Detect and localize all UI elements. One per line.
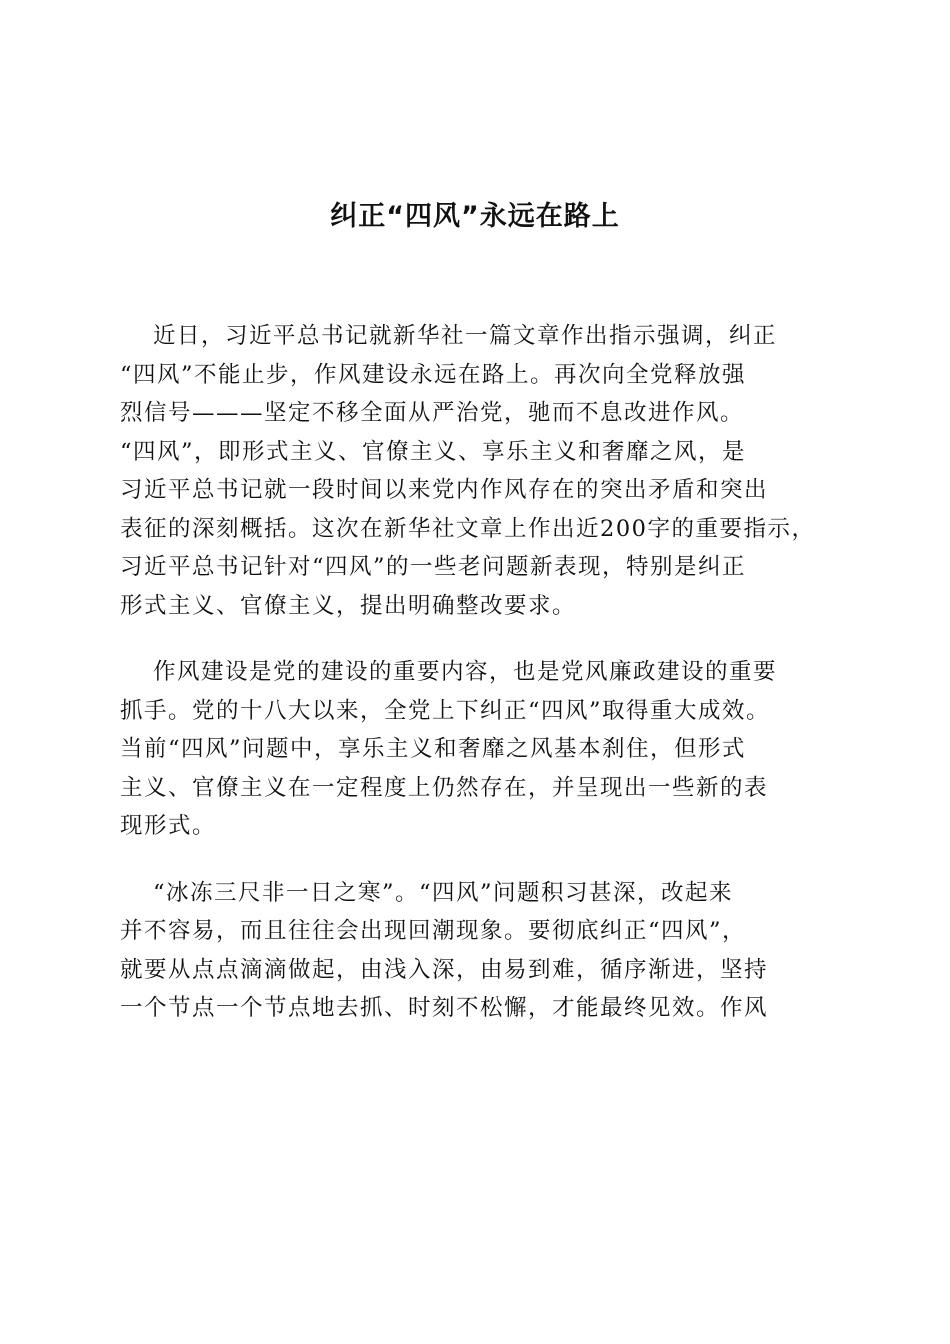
text-line: 作风建设是党的建设的重要内容，也是党风廉政建设的重要 [153,659,778,685]
text-line: 并不容易，而且往往会出现回潮现象。要彻底纠正“四风”， [120,918,747,944]
text-line: 抓手。党的十八大以来，全党上下纠正“四风”取得重大成效。 [120,697,771,724]
text-line: 表征的深刻概括。这次在新华社文章上作出近200字的重要指示， [120,515,816,542]
text-line: “四风”不能止步，作风建设永远在路上。再次向全党释放强 [120,361,747,388]
paragraph-3 [120,874,855,1028]
text-line: 就要从点点滴滴做起，由浅入深，由易到难，循序渐进，坚持 [120,956,769,983]
text-line: 近日，习近平总书记就新华社一篇文章作出指示强调，纠正 [153,323,778,349]
text-line: 主义、官僚主义在一定程度上仍然存在，并呈现出一些新的表 [120,774,769,801]
text-line: 当前“四风”问题中，享乐主义和奢靡之风基本刹住，但形式 [120,736,747,762]
text-line: “四风”，即形式主义、官僚主义、享乐主义和奢靡之风，是 [120,438,747,465]
text-line: 习近平总书记就一段时间以来党内作风存在的突出矛盾和突出 [120,477,769,503]
text-line: 烈信号———坚定不移全面从严治党，驰而不息改进作风。 [120,400,745,426]
paragraph-2 [120,653,855,846]
document-title: 纠正“四风”永远在路上 [330,201,620,232]
text-line: “冰冻三尺非一日之寒”。“四风”问题积习甚深，改起来 [153,879,734,906]
paragraph-1 [120,317,855,625]
text-line: 习近平总书记针对“四风”的一些老问题新表现，特别是纠正 [120,554,747,580]
text-line: 现形式。 [120,813,217,839]
text-line: 形式主义、官僚主义，提出明确整改要求。 [120,592,577,619]
text-line: 一个节点一个节点地去抓、时刻不松懈，才能最终见效。作风 [120,995,769,1021]
document-body [120,317,855,1056]
